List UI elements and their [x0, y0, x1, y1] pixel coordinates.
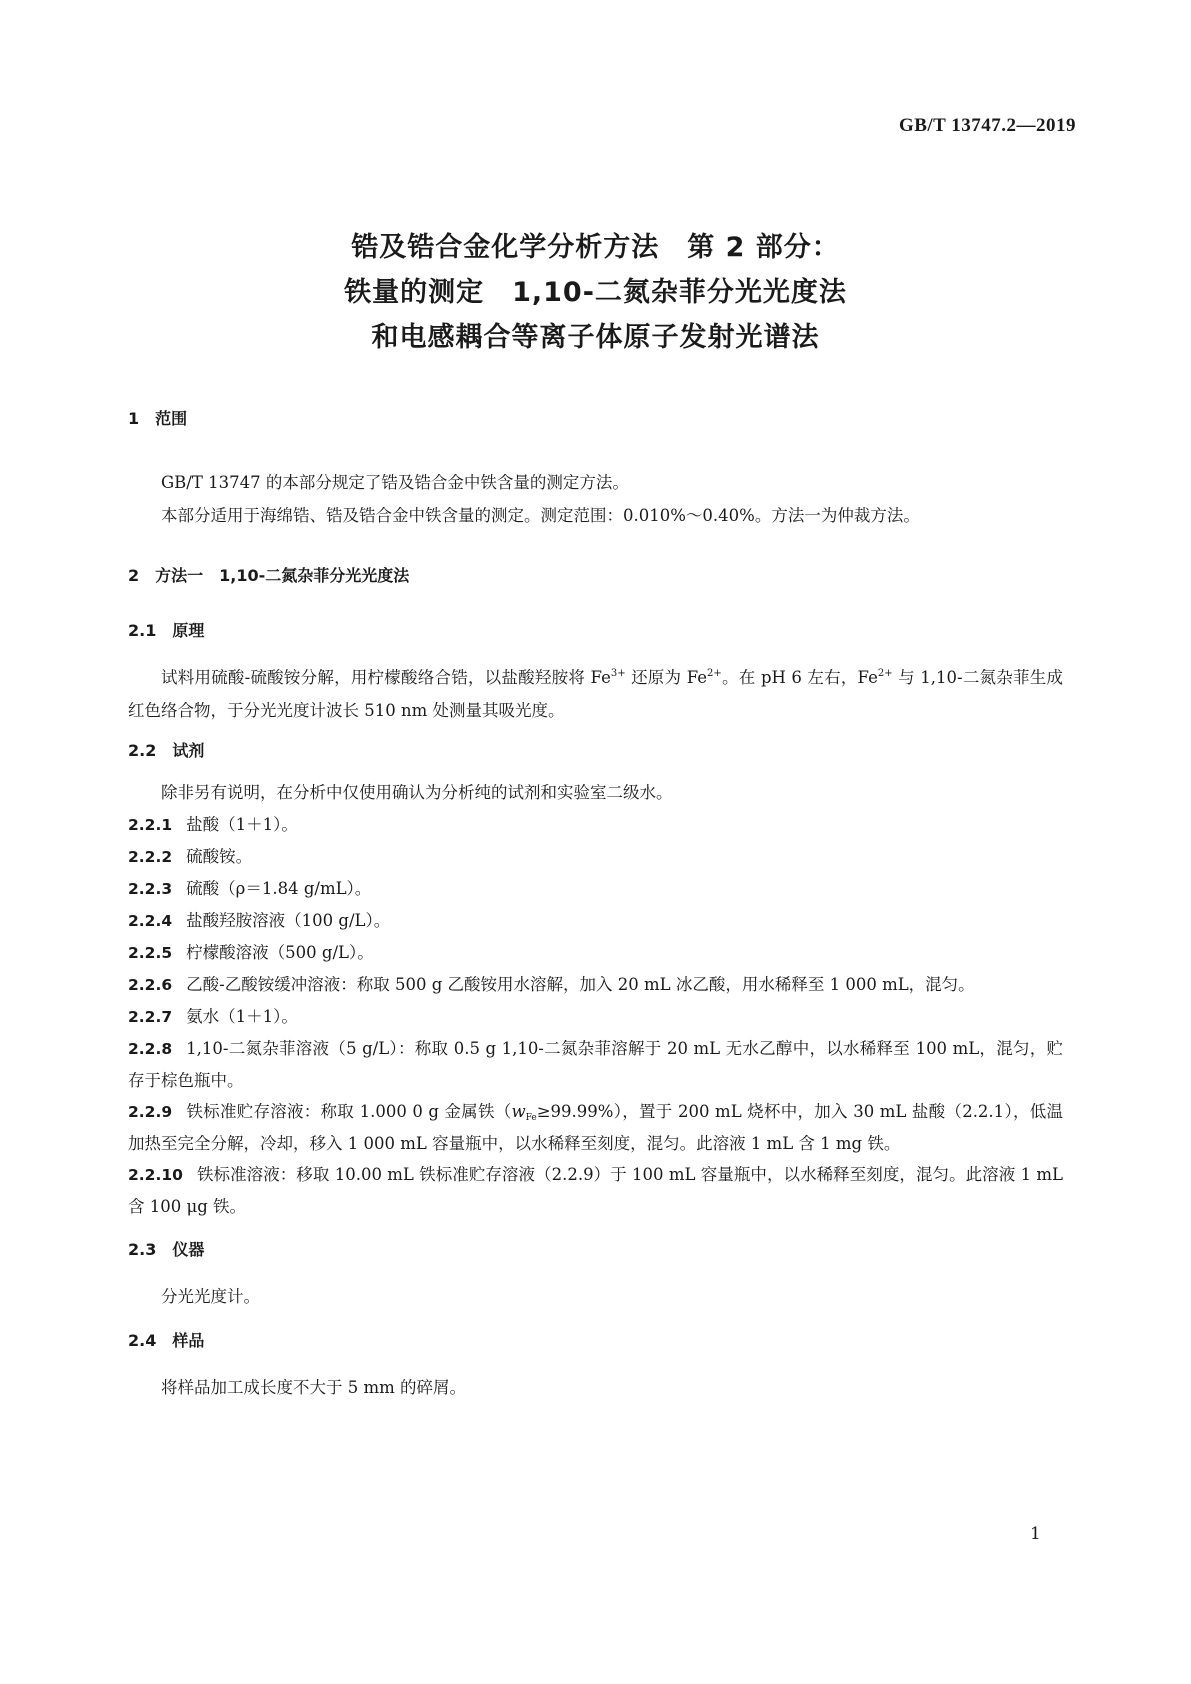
reagent-list [128, 809, 1063, 1096]
reagent-item-2-2-10 [128, 1159, 1063, 1222]
item-text: 柠檬酸溶液（500 g/L）。 [186, 943, 374, 962]
item-number: 2.2.10 [128, 1166, 183, 1184]
item-number: 2.2.4 [128, 912, 173, 930]
fe2-superscript: 2+ [707, 668, 722, 679]
section-2-4-text: 将样品加工成长度不大于 5 mm 的碎屑。 [161, 1378, 467, 1397]
item-number: 2.2.5 [128, 944, 173, 962]
reagent-item [128, 905, 1063, 937]
section-2-heading: 2 方法一 1,10-二氮杂菲分光光度法 [128, 566, 410, 585]
section-2-2-intro: 除非另有说明，在分析中仅使用确认为分析纯的试剂和实验室二级水。 [161, 783, 673, 802]
reagent-item [128, 873, 1063, 905]
section-1-paragraph-1: GB/T 13747 的本部分规定了锆及锆合金中铁含量的测定方法。 [161, 473, 629, 492]
principle-text-d: 与 1,10-二氮杂菲生成红色络合物，于分光光度计波长 510 nm 处测量其吸光度。 [128, 668, 1063, 720]
section-2-1-heading: 2.1 原理 [128, 621, 205, 640]
document-title [0, 225, 1191, 360]
title-line-3: 和电感耦合等离子体原子发射光谱法 [371, 322, 820, 353]
reagent-item [128, 841, 1063, 873]
item-number: 2.2.1 [128, 816, 173, 834]
section-1-paragraph-2: 本部分适用于海绵锆、锆及锆合金中铁含量的测定。测定范围：0.010%～0.40%。方法一为仲裁方法。 [161, 506, 920, 525]
mass-fraction-subscript: Fe [525, 1113, 537, 1123]
section-2-3-text: 分光光度计。 [161, 1287, 260, 1306]
item-number: 2.2.7 [128, 1008, 173, 1026]
title-line-2: 铁量的测定 1,10-二氮杂菲分光光度法 [344, 277, 847, 308]
item-text: 氨水（1＋1）。 [186, 1007, 298, 1026]
standard-code: GB/T 13747.2—2019 [898, 115, 1076, 136]
item-text: 1,10-二氮杂菲溶液（5 g/L）：称取 0.5 g 1,10-二氮杂菲溶解于 20 mL 无水乙醇中，以水稀释至 100 mL，混匀，贮存于棕色瓶中。 [128, 1039, 1063, 1090]
page-number: 1 [1030, 1524, 1041, 1544]
reagent-item [128, 1033, 1063, 1096]
reagent-item [128, 969, 1063, 1001]
reagent-item [128, 809, 1063, 841]
item-text: 硫酸（ρ＝1.84 g/mL）。 [186, 879, 372, 898]
item-number: 2.2.2 [128, 848, 173, 866]
reagent-item [128, 1001, 1063, 1033]
item-number: 2.2.8 [128, 1040, 173, 1058]
fe3-superscript: 3+ [610, 668, 626, 679]
principle-text-c: 。在 pH 6 左右，Fe [721, 668, 878, 687]
section-1-heading: 1 范围 [128, 409, 188, 428]
section-2-3-heading: 2.3 仪器 [128, 1240, 205, 1259]
item-text: 铁标准溶液：移取 10.00 mL 铁标准贮存溶液（2.2.9）于 100 mL 容量瓶中，以水稀释至刻度，混匀。此溶液 1 mL 含 100 μg 铁。 [128, 1165, 1063, 1216]
item-text-b: ≥99.99%），置于 200 mL 烧杯中，加入 30 mL 盐酸（2.2.1），低温加热至完全分解，冷却，移入 1 000 mL 容量瓶中，以水稀释至刻度，混匀。此溶液 1 mL 含 1 mg 铁。 [128, 1102, 1063, 1153]
document-body [128, 405, 1063, 1404]
section-2-1-paragraph [128, 661, 1063, 727]
principle-text-a: 试料用硫酸-硫酸铵分解，用柠檬酸络合锆，以盐酸羟胺将 Fe [161, 668, 611, 687]
reagent-item-2-2-9 [128, 1096, 1063, 1159]
section-2-2-heading: 2.2 试剂 [128, 741, 205, 760]
mass-fraction-symbol: w [511, 1102, 526, 1121]
fe2-superscript-2: 2+ [877, 668, 893, 679]
item-text: 盐酸羟胺溶液（100 g/L）。 [186, 911, 391, 930]
item-number: 2.2.6 [128, 976, 173, 994]
principle-text-b: 还原为 Fe [625, 668, 708, 687]
section-2-4-heading: 2.4 样品 [128, 1331, 205, 1350]
item-text: 乙酸-乙酸铵缓冲溶液：称取 500 g 乙酸铵用水溶解，加入 20 mL 冰乙酸，用水稀释至 1 000 mL，混匀。 [186, 975, 975, 994]
item-text-a: 铁标准贮存溶液：称取 1.000 0 g 金属铁（ [186, 1102, 512, 1121]
title-line-1: 锆及锆合金化学分析方法 第 2 部分： [351, 232, 840, 263]
item-text: 盐酸（1＋1）。 [186, 815, 298, 834]
item-text: 硫酸铵。 [186, 847, 253, 866]
item-number: 2.2.9 [128, 1103, 173, 1121]
item-number: 2.2.3 [128, 880, 173, 898]
reagent-item [128, 937, 1063, 969]
